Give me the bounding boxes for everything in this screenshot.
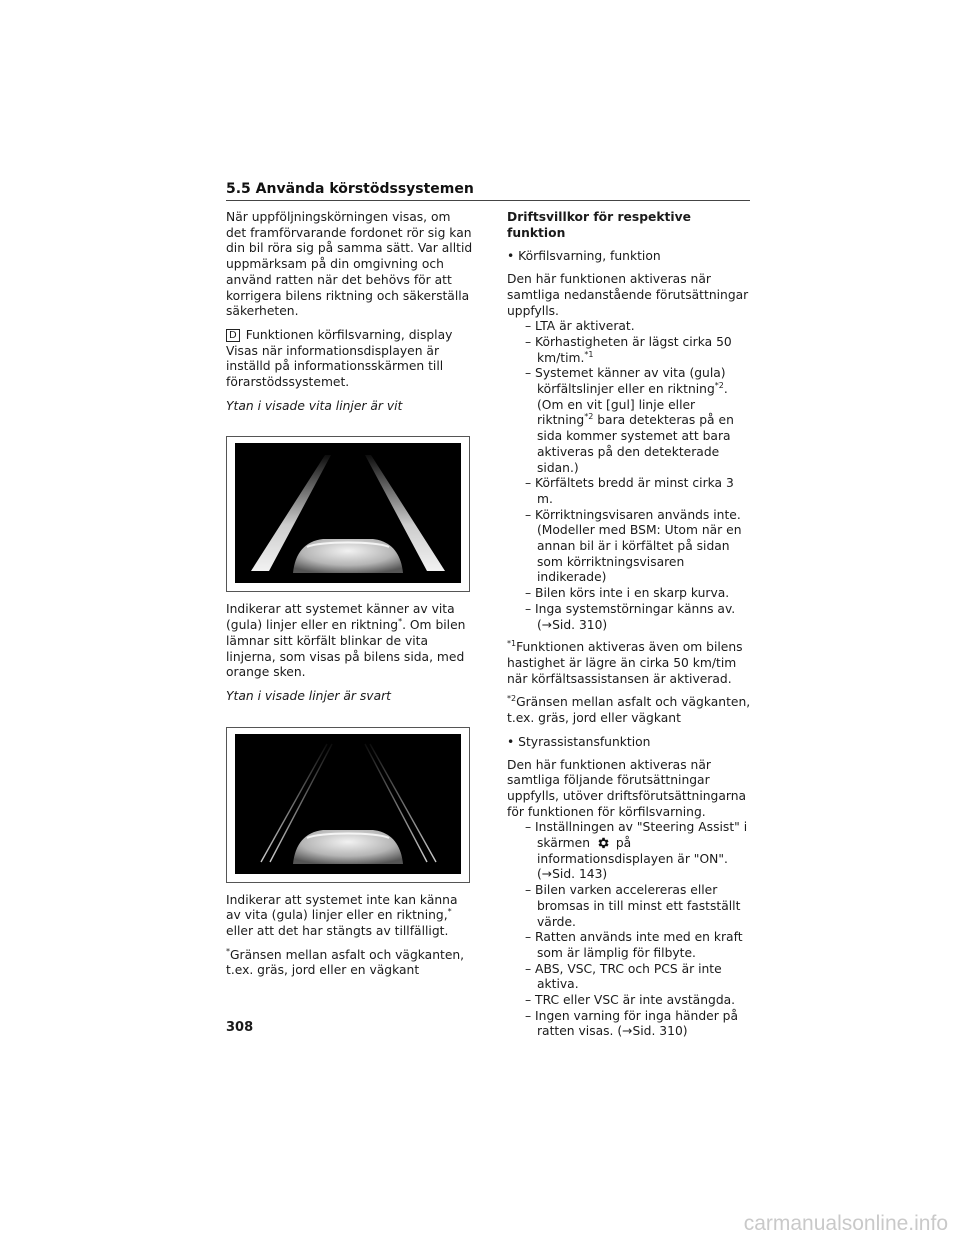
figure-black-lines xyxy=(226,727,470,883)
list-item: – TRC eller VSC är inte avstängda. xyxy=(525,993,736,1008)
section-header xyxy=(226,178,750,201)
bullet-steering-assist: • Styrassistansfunktion xyxy=(507,734,651,749)
figure-white-lines xyxy=(226,436,470,592)
description-black-lines: Indikerar att systemet inte kan känna av vita (gula) linjer eller en riktning,* eller att det har stängts av tillfälligt. xyxy=(226,892,458,939)
list-item: – Ingen varning för inga händer på ratten visas. (→Sid. 310) xyxy=(525,1008,738,1039)
list-item: – Systemet känner av vita (gula) körfältslinjer eller en riktning$^{*2}$. (Om en vit [gul] linje eller riktning$^{*2}$ bara detekteras på en sida kommer systemet att bara aktiveras på den detekterade sidan.) xyxy=(525,366,734,475)
list-item: – Bilen körs inte i en skarp kurva. xyxy=(525,586,730,601)
left-column xyxy=(226,210,474,987)
list-item: – Ratten används inte med en kraft som är lämplig för filbyte. xyxy=(525,930,743,960)
footnote-1: $^{*1}$Funktionen aktiveras även om bilens hastighet är lägre än cirka 50 km/tim när körfältsassistansen är aktiverad. xyxy=(507,639,743,686)
list-item: – LTA är aktiverat. xyxy=(525,319,635,334)
gear-icon xyxy=(596,836,610,850)
bullet-lane-departure: • Körfilsvarning, funktion xyxy=(507,249,661,264)
intro-paragraph: När uppföljningskörningen visas, om det framförvarande fordonet rör sig kan din bil röra sig på samma sätt. Var alltid uppmärksam på din omgivning och använd ratten när det behövs för att korrigera bilens riktning och säkerställa säkerheten. xyxy=(226,210,473,319)
conditions-heading: Driftsvillkor för respektive funktion xyxy=(507,210,691,240)
list-item: – Inställningen av "Steering Assist" i skärmen på informationsdisplayen är "ON". (→Sid. 143) xyxy=(525,820,748,882)
watermark: carmanualsonline.info xyxy=(743,1212,948,1235)
caption-white-lines: Ytan i visade vita linjer är vit xyxy=(226,398,403,413)
footnote-2: $^{*2}$Gränsen mellan asfalt och vägkanten, t.ex. gräs, jord eller vägkant xyxy=(507,694,751,726)
lane-display-white-icon xyxy=(235,443,461,583)
display-section-text: Visas när informationsdisplayen är inställd på informationsskärmen till förarstödssystemet. xyxy=(226,343,444,390)
list-item: – Inga systemstörningar känns av. (→Sid. 310) xyxy=(525,601,736,632)
list-item: – Körriktningsvisaren används inte. (Modeller med BSM: Utom när en annan bil är i körfältet på sidan som körriktningsvisaren indikerade) xyxy=(525,507,742,585)
list-item: – Bilen varken accelereras eller bromsas in till minst ett fastställt värde. xyxy=(525,883,741,929)
lane-display-outline-icon xyxy=(235,734,461,874)
description-white-lines: Indikerar att systemet känner av vita (gula) linjer eller en riktning*. Om bilen lämnar sitt körfält blinkar de vita linjerna, som visas på bilens sida, med orange sken. xyxy=(226,602,466,680)
list-item: – ABS, VSC, TRC och PCS är inte aktiva. xyxy=(525,961,722,992)
lane-departure-intro: Den här funktionen aktiveras när samtliga nedanstående förutsättningar uppfylls. xyxy=(507,272,749,318)
display-section-title: Funktionen körfilsvarning, display xyxy=(245,327,453,342)
section-badge: D xyxy=(226,329,240,342)
page-number: 308 xyxy=(226,1020,254,1035)
list-item: – Körhastigheten är lägst cirka 50 km/tim.$^{*1}$ xyxy=(525,334,732,365)
display-section xyxy=(226,328,474,391)
right-column xyxy=(507,210,751,1040)
caption-black-lines: Ytan i visade linjer är svart xyxy=(226,688,391,703)
section-title: 5.5 Använda körstödssystemen xyxy=(226,181,474,197)
steering-assist-intro: Den här funktionen aktiveras när samtliga följande förutsättningar uppfylls, utöver driftsförutsättningarna för funktionen för körfilsvarning. xyxy=(507,757,747,819)
footnote-asterisk: *Gränsen mellan asfalt och vägkanten, t.ex. gräs, jord eller en vägkant xyxy=(226,946,465,978)
list-item: – Körfältets bredd är minst cirka 3 m. xyxy=(525,476,734,506)
